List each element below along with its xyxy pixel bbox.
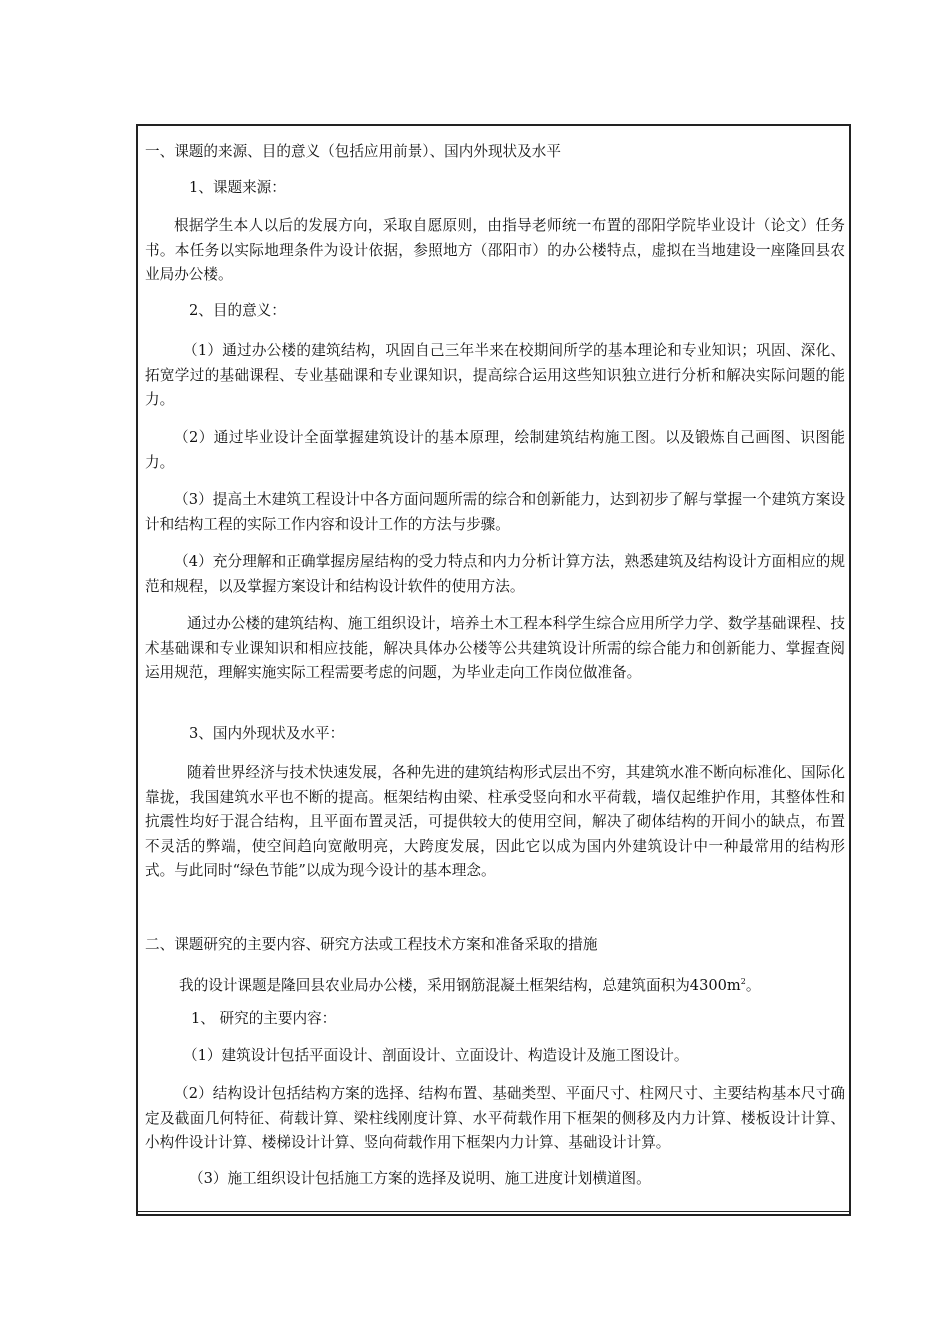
- intro-prefix: 我的设计课题是隆回县农业局办公楼，采用钢筋混凝土框架结构，总建筑面积为: [179, 976, 690, 994]
- source-text: 根据学生本人以后的发展方向，采取自愿原则，由指导老师统一布置的邵阳学院毕业设计（论文）任务书。本任务以实际地理条件为设计依据，参照地方（邵阳市）的办公楼特点，虚拟在当地建设一座隆回县农业局办公楼。: [145, 217, 845, 284]
- purpose-item-1: （1）通过办公楼的建筑结构，巩固自己三年半来在校期间所学的基本理论和专业知识；巩固、深化、拓宽学过的基础课程、专业基础课和专业课知识，提高综合运用这些知识独立进行分析和解决实际问题的能力。: [145, 342, 845, 409]
- status-title: 3、国内外现状及水平：: [189, 725, 345, 742]
- content-title: 1、 研究的主要内容：: [191, 1010, 337, 1027]
- area-superscript: 2: [740, 977, 746, 986]
- section2-heading: 二、课题研究的主要内容、研究方法或工程技术方案和准备采取的措施: [145, 936, 598, 953]
- purpose-item-2: （2）通过毕业设计全面掌握建筑设计的基本原理，绘制建筑结构施工图。以及锻炼自己画图、识图能力。: [145, 429, 845, 471]
- purpose-title: 2、目的意义：: [189, 302, 286, 319]
- status-text: 随着世界经济与技术快速发展，各种先进的建筑结构形式层出不穷，其建筑水准不断向标准化、国际化靠拢，我国建筑水平也不断的提高。框架结构由梁、柱承受竖向和水平荷载，墙仅起维护作用，其整体性和抗震性均好于混合结构，且平面布置灵活，可提供较大的使用空间，解决了砌体结构的开间小的缺点，布置不灵活的弊端，使空间趋向宽敞明亮，大跨度发展，因此它以成为国内外建筑设计中一种最常用的结构形式。与此同时“绿色节能”以成为现今设计的基本理念。: [145, 764, 845, 880]
- area-value: 4300m: [689, 976, 741, 994]
- content-item-2: （2）结构设计包括结构方案的选择、结构布置、基础类型、平面尺寸、柱网尺寸、主要结构基本尺寸确定及截面几何特征、荷载计算、梁柱线刚度计算、水平荷载作用下框架的侧移及内力计算、楼板设计计算、小构件设计计算、楼梯设计计算、竖向荷载作用下框架内力计算、基础设计计算。: [145, 1085, 845, 1152]
- purpose-item-3: （3）提高土木建筑工程设计中各方面问题所需的综合和创新能力，达到初步了解与掌握一个建筑方案设计和结构工程的实际工作内容和设计工作的方法与步骤。: [145, 491, 845, 533]
- section1-heading: 一、课题的来源、目的意义（包括应用前景）、国内外现状及水平: [145, 143, 561, 160]
- source-title: 1、课题来源：: [189, 179, 286, 196]
- section2-intro: [179, 972, 760, 996]
- table-bottom-rule: [138, 1211, 849, 1212]
- purpose-summary: 通过办公楼的建筑结构、施工组织设计，培养土木工程本科学生综合应用所学力学、数学基础课程、技术基础课和专业课知识和相应技能，解决具体办公楼等公共建筑设计所需的综合能力和创新能力、掌握查阅运用规范，理解实施实际工程需要考虑的问题，为毕业走向工作岗位做准备。: [145, 615, 845, 682]
- purpose-item-4: （4）充分理解和正确掌握房屋结构的受力特点和内力分析计算方法，熟悉建筑及结构设计方面相应的规范和规程，以及掌握方案设计和结构设计软件的使用方法。: [145, 553, 845, 595]
- intro-suffix: 。: [745, 976, 761, 994]
- content-item-1: （1）建筑设计包括平面设计、剖面设计、立面设计、构造设计及施工图设计。: [183, 1047, 689, 1064]
- content-item-3: （3）施工组织设计包括施工方案的选择及说明、施工进度计划横道图。: [189, 1170, 651, 1187]
